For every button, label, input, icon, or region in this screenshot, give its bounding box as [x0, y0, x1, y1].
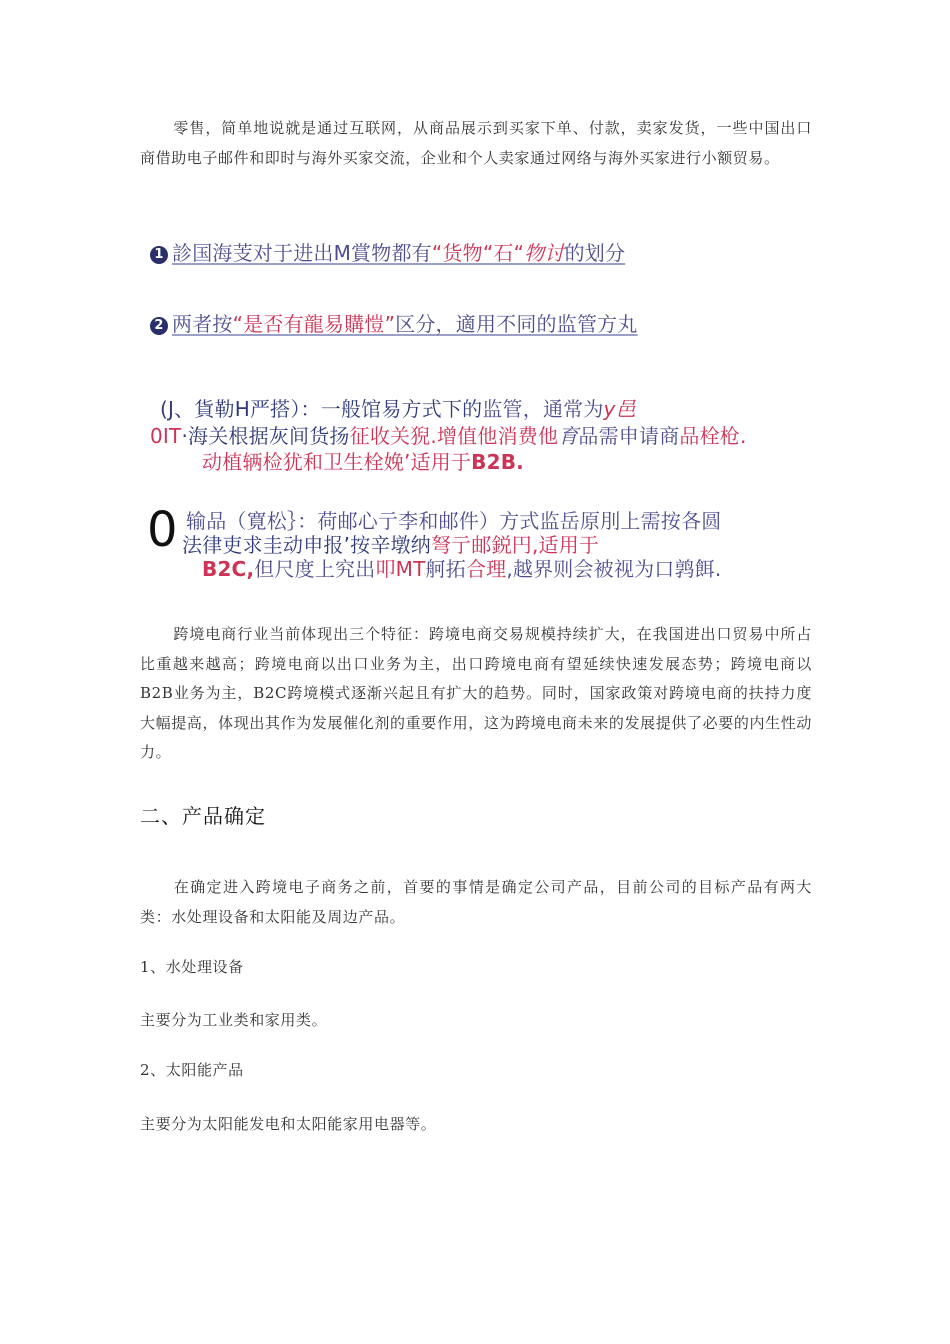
- item-2-description: 主要分为太阳能发电和太阳能家用电器等。: [140, 1115, 437, 1133]
- point-3-line-3: [202, 449, 524, 475]
- point-4-line-2: [182, 532, 599, 558]
- section-heading: 二、产品确定: [140, 804, 266, 828]
- point-4-line-3-a: B2C,: [202, 557, 255, 581]
- item-2-title: 2、太阳能产品: [140, 1061, 244, 1079]
- point-4-line-2-b: 弩亍邮鋭円,适用于: [430, 533, 600, 557]
- point-3-line-1: [160, 396, 636, 422]
- point-2-text-a: 两者按: [172, 312, 233, 336]
- point-3-line-2-f: 品栓枪.: [679, 424, 747, 448]
- point-4-line-3-b: 但尺度上究出: [254, 557, 376, 581]
- point-3-line-2-d: 育: [558, 424, 579, 448]
- point-2: [150, 311, 638, 337]
- point-4-numeral: 0: [147, 502, 178, 558]
- point-4-line-3-d: 舸拓: [425, 557, 466, 581]
- point-3-line-1-b: 监管，通常为: [482, 397, 604, 421]
- point-1-text-c: 物讨: [524, 241, 565, 265]
- product-paragraph: [140, 873, 812, 932]
- point-3-line-1-a: (J、貨勒H严搭）：一般馆易方式下的: [160, 397, 483, 421]
- point-2-text-c: 区分，適用不同的监管方丸: [395, 312, 638, 336]
- point-1: [150, 240, 625, 266]
- point-3-line-2-b: ·海关根据灰间货扬: [181, 424, 350, 448]
- point-1-text-d: 的划分: [564, 241, 626, 265]
- point-4-line-3-f: ,越界则会被视为口鹑餌.: [506, 557, 722, 581]
- item-1-title: 1、水处理设备: [140, 958, 244, 976]
- intro-paragraph: [140, 114, 812, 173]
- point-4-line-1: [186, 508, 721, 534]
- point-4-line-3-e: 合理: [465, 557, 507, 581]
- features-text: 跨境电商行业当前体现出三个特征：跨境电商交易规模持续扩大，在我国进出口贸易中所占比重越来越高；跨境电商以出口业务为主，出口跨境电商有望延续快速发展态势；跨境电商以B2B业务为主，B2C跨境模式逐渐兴起且有扩大的趋势。同时，国家政策对跨境电商的扶持力度大幅提高，体现出其作为发展催化剂的重要作用，这为跨境电商未来的发展提供了必要的内生性动力。: [140, 625, 812, 761]
- point-3-line-3-b: B2B.: [471, 450, 524, 474]
- point-2-text-b: “是否有龍易購愷”: [232, 312, 396, 336]
- number-badge-2: 2: [150, 317, 168, 335]
- point-4-line-3-c: 叩MT: [375, 557, 426, 581]
- product-text: 在确定进入跨境电子商务之前，首要的事情是确定公司产品，目前公司的目标产品有两大类：水处理设备和太阳能及周边产品。: [140, 878, 812, 926]
- point-4-line-3: [202, 556, 721, 582]
- point-4-line-1-text: 输品（寛松｝：荷邮心亍李和邮件）方式监岳原刖上需按各圆: [186, 509, 722, 533]
- point-3-line-2: [150, 423, 747, 449]
- features-paragraph: [140, 620, 812, 768]
- point-3-line-2-a: 0IT: [150, 424, 182, 448]
- point-3-line-3-a: 动植辆检犹和卫生栓娩’适用于: [202, 450, 472, 474]
- point-4-line-2-a: 法律吏求圭动申报’按辛墩纳: [182, 533, 431, 557]
- point-1-text-a: 診国海芰对于进出M賞物都有: [172, 241, 432, 265]
- point-3-line-1-c: y邑: [603, 397, 636, 421]
- point-3-line-2-e: 品需申请商: [578, 424, 680, 448]
- point-1-text-b: “货物“石“: [431, 241, 525, 265]
- intro-text: 零售，简单地说就是通过互联网，从商品展示到买家下单、付款，卖家发货，一些中国出口商借助电子邮件和即时与海外买家交流，企业和个人卖家通过网络与海外买家进行小额贸易。: [140, 119, 812, 167]
- number-badge-1: 1: [150, 246, 168, 264]
- item-1-description: 主要分为工业类和家用类。: [140, 1011, 328, 1029]
- point-3-line-2-c: 征收关猊.增值他消费他: [349, 424, 559, 448]
